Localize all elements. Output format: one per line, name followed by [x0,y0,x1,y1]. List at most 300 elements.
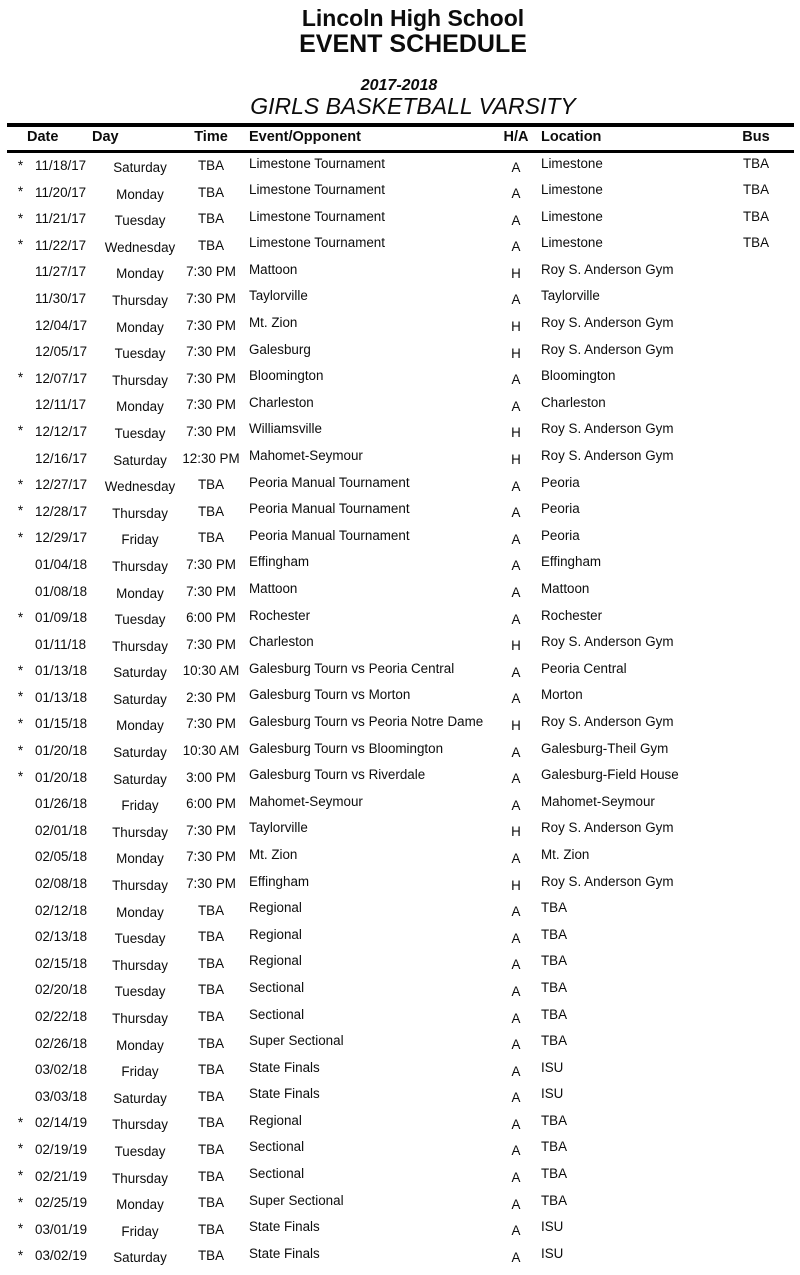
table-row [0,741,800,768]
time-cell: 7:30 PM [186,716,236,732]
table-row [0,368,800,395]
event-cell: Peoria Manual Tournament [249,527,410,543]
table-row [0,608,800,635]
date-cell: 02/22/18 [35,1009,88,1024]
date-cell: 02/21/19 [35,1168,88,1184]
bus-cell: TBA [742,155,770,171]
date-cell: 11/30/17 [35,290,87,306]
table-row [0,820,800,847]
event-cell: Rochester [249,607,311,623]
star-cell: * [17,1141,24,1157]
star-cell: * [17,1168,24,1184]
location-cell: Roy S. Anderson Gym [541,634,674,650]
day-cell: Saturday [113,691,167,707]
event-cell: Limestone Tournament [249,235,385,251]
table-row [0,1193,800,1220]
table-row [0,156,800,183]
location-cell: Bloomington [541,368,616,384]
day-cell: Saturday [113,160,167,175]
home-away-cell: A [511,372,521,388]
event-cell: Regional [249,900,302,916]
date-cell: 02/14/19 [35,1115,88,1131]
star-cell: * [17,1114,24,1130]
time-cell: TBA [197,237,225,253]
date-cell: 02/26/18 [35,1035,88,1051]
home-away-cell: A [511,611,521,627]
time-cell: 7:30 PM [186,397,236,413]
event-cell: Galesburg Tourn vs Peoria Central [249,660,455,676]
time-cell: 2:30 PM [186,689,236,705]
table-row [0,421,800,448]
event-cell: Williamsville [249,421,322,437]
time-cell: 7:30 PM [186,583,236,599]
day-cell: Tuesday [114,931,166,947]
day-cell: Friday [121,532,159,548]
star-cell: * [17,662,24,678]
location-cell: Taylorville [541,288,600,304]
date-cell: 03/01/19 [35,1221,88,1237]
table-row [0,554,800,581]
bus-cell: TBA [742,235,770,251]
time-cell: TBA [197,1221,225,1237]
date-cell: 01/09/18 [35,610,88,626]
column-header-day: Day [92,129,119,145]
time-cell: TBA [197,477,225,493]
date-cell: 12/07/17 [35,370,88,386]
date-cell: 02/20/18 [35,982,88,998]
time-cell: 6:00 PM [186,796,236,812]
home-away-cell: A [511,1090,521,1106]
time-cell: 7:30 PM [186,344,236,360]
table-row [0,847,800,874]
date-cell: 11/21/17 [35,211,87,227]
location-cell: Galesburg-Field House [541,767,679,783]
date-cell: 12/28/17 [35,503,88,519]
home-away-cell: A [511,664,521,680]
event-cell: Peoria Manual Tournament [249,474,410,490]
day-cell: Friday [121,1223,159,1239]
home-away-cell: A [511,744,521,760]
event-cell: Mt. Zion [249,846,298,862]
table-row [0,315,800,342]
home-away-cell: A [511,292,521,308]
home-away-cell: A [511,1196,521,1212]
event-cell: Bloomington [249,368,324,384]
table-row [0,235,800,262]
event-cell: State Finals [249,1245,320,1261]
time-cell: TBA [197,158,225,173]
location-cell: Morton [541,687,583,703]
event-cell: Charleston [249,394,314,410]
time-cell: TBA [197,1062,225,1078]
date-cell: 01/08/18 [35,583,88,599]
date-cell: 01/13/18 [35,663,88,679]
day-cell: Saturday [113,1090,167,1106]
time-cell: TBA [197,1115,225,1131]
star-cell: * [17,210,24,226]
home-away-cell: H [511,425,521,441]
location-cell: Effingham [541,554,602,570]
star-cell: * [17,1194,24,1210]
location-cell: TBA [541,1033,568,1049]
home-away-cell: A [511,1170,521,1186]
star-cell: * [17,715,24,731]
date-cell: 01/13/18 [35,689,88,705]
date-cell: 02/08/18 [35,876,88,892]
date-cell: 01/20/18 [35,743,88,759]
time-cell: TBA [197,929,225,945]
day-cell: Thursday [112,957,168,973]
table-row [0,714,800,741]
time-cell: TBA [197,1088,225,1104]
home-away-cell: H [511,345,521,361]
location-cell: Peoria [541,501,580,517]
home-away-cell: A [511,957,521,973]
date-cell: 01/04/18 [35,556,88,572]
time-cell: 3:00 PM [186,769,236,785]
home-away-cell: A [511,478,521,494]
home-away-cell: A [511,505,521,521]
location-cell: ISU [541,1219,564,1235]
event-cell: Galesburg Tourn vs Peoria Notre Dame [249,713,484,729]
table-row [0,501,800,528]
date-cell: 11/27/17 [35,264,87,280]
star-cell: * [17,157,24,173]
event-cell: Effingham [249,873,310,889]
star-cell: * [17,370,24,386]
date-cell: 12/29/17 [35,530,88,546]
time-cell: 7:30 PM [186,317,236,333]
table-row [0,900,800,927]
date-cell: 12/12/17 [35,423,88,439]
table-row [0,1086,800,1113]
column-header-date: Date [27,129,59,145]
location-cell: Mt. Zion [541,846,590,862]
location-cell: TBA [541,1139,568,1155]
location-cell: TBA [541,1192,568,1208]
location-cell: Galesburg-Theil Gym [541,740,669,756]
day-cell: Wednesday [104,479,176,495]
event-cell: Galesburg Tourn vs Morton [249,687,411,703]
date-cell: 11/22/17 [35,237,87,253]
event-cell: Taylorville [249,288,308,304]
date-cell: 12/05/17 [35,344,88,360]
day-cell: Monday [116,1197,164,1213]
table-row [0,953,800,980]
star-cell: * [17,423,24,439]
time-cell: TBA [197,1009,225,1024]
date-cell: 11/20/17 [35,184,87,200]
time-cell: 6:00 PM [186,610,236,626]
table-row [0,1246,800,1273]
day-cell: Thursday [112,505,168,521]
day-cell: Tuesday [114,984,166,1000]
day-cell: Thursday [112,558,168,574]
table-row [0,1219,800,1246]
table-row [0,1113,800,1140]
day-cell: Monday [116,1037,164,1053]
event-cell: Sectional [249,1006,305,1022]
table-row [0,262,800,289]
season-label: 2017-2018 [360,77,438,94]
location-cell: Limestone [541,155,603,171]
column-header-event: Event/Opponent [249,129,361,145]
table-row [0,1060,800,1087]
day-cell: Monday [116,319,164,335]
home-away-cell: A [511,1116,521,1132]
location-cell: Limestone [541,182,603,198]
time-cell: TBA [197,530,225,546]
time-cell: 7:30 PM [186,636,236,652]
home-away-cell: A [511,558,521,574]
location-cell: TBA [541,1112,568,1128]
event-cell: Mt. Zion [249,315,298,331]
date-cell: 02/19/19 [35,1141,88,1157]
day-cell: Thursday [112,1011,168,1026]
date-cell: 01/20/18 [35,769,88,785]
event-cell: Mattoon [249,581,298,596]
location-cell: Roy S. Anderson Gym [541,820,674,836]
schedule-rows [0,156,800,1273]
day-cell: Saturday [113,452,167,468]
location-cell: Roy S. Anderson Gym [541,873,674,889]
time-cell: TBA [197,1248,225,1264]
day-cell: Thursday [112,372,168,388]
table-row [0,634,800,661]
time-cell: 7:30 PM [186,290,236,306]
event-cell: Super Sectional [249,1033,344,1049]
location-cell: Limestone [541,235,603,251]
home-away-cell: A [511,691,521,707]
star-cell: * [17,1247,24,1263]
time-cell: TBA [197,184,225,200]
day-cell: Thursday [112,638,168,654]
event-cell: Limestone Tournament [249,182,385,198]
time-cell: 10:30 AM [182,743,240,759]
location-cell: TBA [541,979,568,995]
time-cell: TBA [197,503,225,519]
table-row [0,581,800,608]
column-header-time: Time [194,129,228,145]
day-cell: Saturday [113,1250,167,1266]
day-cell: Friday [121,1064,159,1080]
table-row [0,448,800,475]
table-row [0,927,800,954]
location-cell: TBA [541,1166,568,1182]
time-cell: TBA [197,902,225,918]
location-cell: Roy S. Anderson Gym [541,341,674,357]
star-cell: * [17,184,24,200]
date-cell: 03/02/18 [35,1062,88,1078]
event-cell: Charleston [249,634,314,650]
event-cell: Peoria Manual Tournament [249,501,410,517]
time-cell: 7:30 PM [186,370,236,386]
home-away-cell: A [511,1143,521,1159]
star-cell: * [17,476,24,492]
location-cell: ISU [541,1086,564,1102]
event-cell: Limestone Tournament [249,155,385,171]
time-cell: TBA [197,1141,225,1157]
star-cell: * [17,742,24,758]
location-cell: Roy S. Anderson Gym [541,713,674,729]
event-cell: Super Sectional [249,1192,344,1208]
home-away-cell: A [511,983,521,999]
event-cell: Regional [249,953,302,969]
time-cell: 7:30 PM [186,822,236,838]
home-away-cell: A [511,531,521,547]
table-header-row [0,129,800,150]
date-cell: 03/03/18 [35,1088,88,1104]
time-cell: TBA [197,1195,225,1211]
event-cell: Sectional [249,1139,305,1155]
time-cell: 7:30 PM [186,876,236,892]
star-cell: * [17,609,24,625]
day-cell: Thursday [112,1170,168,1186]
date-cell: 02/25/19 [35,1195,88,1211]
table-row [0,475,800,502]
day-cell: Wednesday [104,239,176,255]
date-cell: 11/18/17 [35,158,87,173]
time-cell: TBA [197,1035,225,1051]
location-cell: Roy S. Anderson Gym [541,448,674,464]
home-away-cell: H [511,452,521,468]
school-name: Lincoln High School [301,5,525,31]
home-away-cell: A [511,1223,521,1239]
team-label: GIRLS BASKETBALL VARSITY [250,93,576,119]
table-row [0,767,800,794]
location-cell: Limestone [541,208,603,224]
location-cell: ISU [541,1245,564,1261]
home-away-cell: A [511,797,521,813]
event-cell: Galesburg Tourn vs Bloomington [249,740,444,756]
date-cell: 02/15/18 [35,955,88,971]
home-away-cell: A [511,1063,521,1079]
table-row [0,1139,800,1166]
location-cell: Roy S. Anderson Gym [541,421,674,437]
event-cell: State Finals [249,1086,320,1102]
date-cell: 12/27/17 [35,477,88,493]
event-cell: Mahomet-Seymour [249,793,363,809]
location-cell: Roy S. Anderson Gym [541,315,674,331]
star-cell: * [17,529,24,545]
day-cell: Tuesday [114,346,166,362]
star-cell: * [17,503,24,519]
day-cell: Thursday [112,1117,168,1133]
location-cell: Peoria [541,527,580,543]
home-away-cell: H [511,265,521,281]
home-away-cell: A [511,1037,521,1053]
document-title: EVENT SCHEDULE [299,30,527,58]
home-away-cell: A [511,398,521,414]
day-cell: Tuesday [114,213,166,229]
column-header-bus: Bus [742,129,770,145]
event-cell: Galesburg Tourn vs Riverdale [249,767,426,783]
day-cell: Tuesday [114,1143,166,1159]
event-cell: Sectional [249,1166,305,1182]
event-cell: State Finals [249,1059,320,1075]
day-cell: Monday [116,585,164,601]
home-away-cell: A [511,212,521,228]
header-rule-bottom [7,150,794,153]
date-cell: 02/05/18 [35,849,88,865]
home-away-cell: H [511,824,521,840]
table-row [0,528,800,555]
day-cell: Monday [116,399,164,415]
event-cell: Taylorville [249,820,308,836]
time-cell: TBA [197,211,225,227]
event-cell: Effingham [249,554,310,570]
table-row [0,288,800,315]
time-cell: TBA [197,982,225,998]
date-cell: 02/12/18 [35,902,88,918]
table-row [0,1007,800,1034]
day-cell: Thursday [112,292,168,308]
day-cell: Saturday [113,665,167,681]
time-cell: TBA [197,955,225,971]
table-row [0,209,800,236]
day-cell: Saturday [113,771,167,787]
day-cell: Friday [121,798,159,814]
home-away-cell: A [511,239,521,255]
table-row [0,1166,800,1193]
time-cell: 10:30 AM [182,663,240,679]
star-cell: * [17,689,24,705]
table-row [0,182,800,209]
day-cell: Monday [116,904,164,920]
event-cell: Sectional [249,979,305,995]
event-cell: Limestone Tournament [249,208,385,224]
location-cell: Peoria [541,474,580,490]
column-header-location: Location [541,129,602,145]
day-cell: Monday [116,851,164,867]
day-cell: Tuesday [114,612,166,628]
home-away-cell: A [511,186,521,202]
location-cell: ISU [541,1059,564,1075]
star-cell: * [17,1221,24,1237]
bus-cell: TBA [742,182,770,198]
home-away-cell: A [511,771,521,787]
home-away-cell: H [511,717,521,733]
table-row [0,687,800,714]
date-cell: 12/11/17 [35,397,87,413]
home-away-cell: A [511,930,521,946]
home-away-cell: A [511,1010,521,1026]
home-away-cell: H [511,877,521,893]
day-cell: Monday [116,718,164,734]
event-cell: Regional [249,926,302,942]
location-cell: Peoria Central [541,660,627,676]
date-cell: 02/13/18 [35,929,88,945]
location-cell: TBA [541,1006,568,1022]
table-row [0,342,800,369]
star-cell: * [17,237,24,253]
day-cell: Thursday [112,878,168,894]
table-row [0,1033,800,1060]
table-row [0,874,800,901]
day-cell: Monday [116,266,164,282]
time-cell: 7:30 PM [186,423,236,439]
event-cell: Mattoon [249,261,298,277]
time-cell: 7:30 PM [186,556,236,572]
home-away-cell: H [511,319,521,335]
column-header-ha: H/A [503,129,529,145]
location-cell: TBA [541,926,568,942]
table-row [0,980,800,1007]
date-cell: 03/02/19 [35,1248,88,1264]
date-cell: 12/16/17 [35,450,88,466]
event-cell: State Finals [249,1219,320,1235]
header-rule-top [7,123,794,127]
